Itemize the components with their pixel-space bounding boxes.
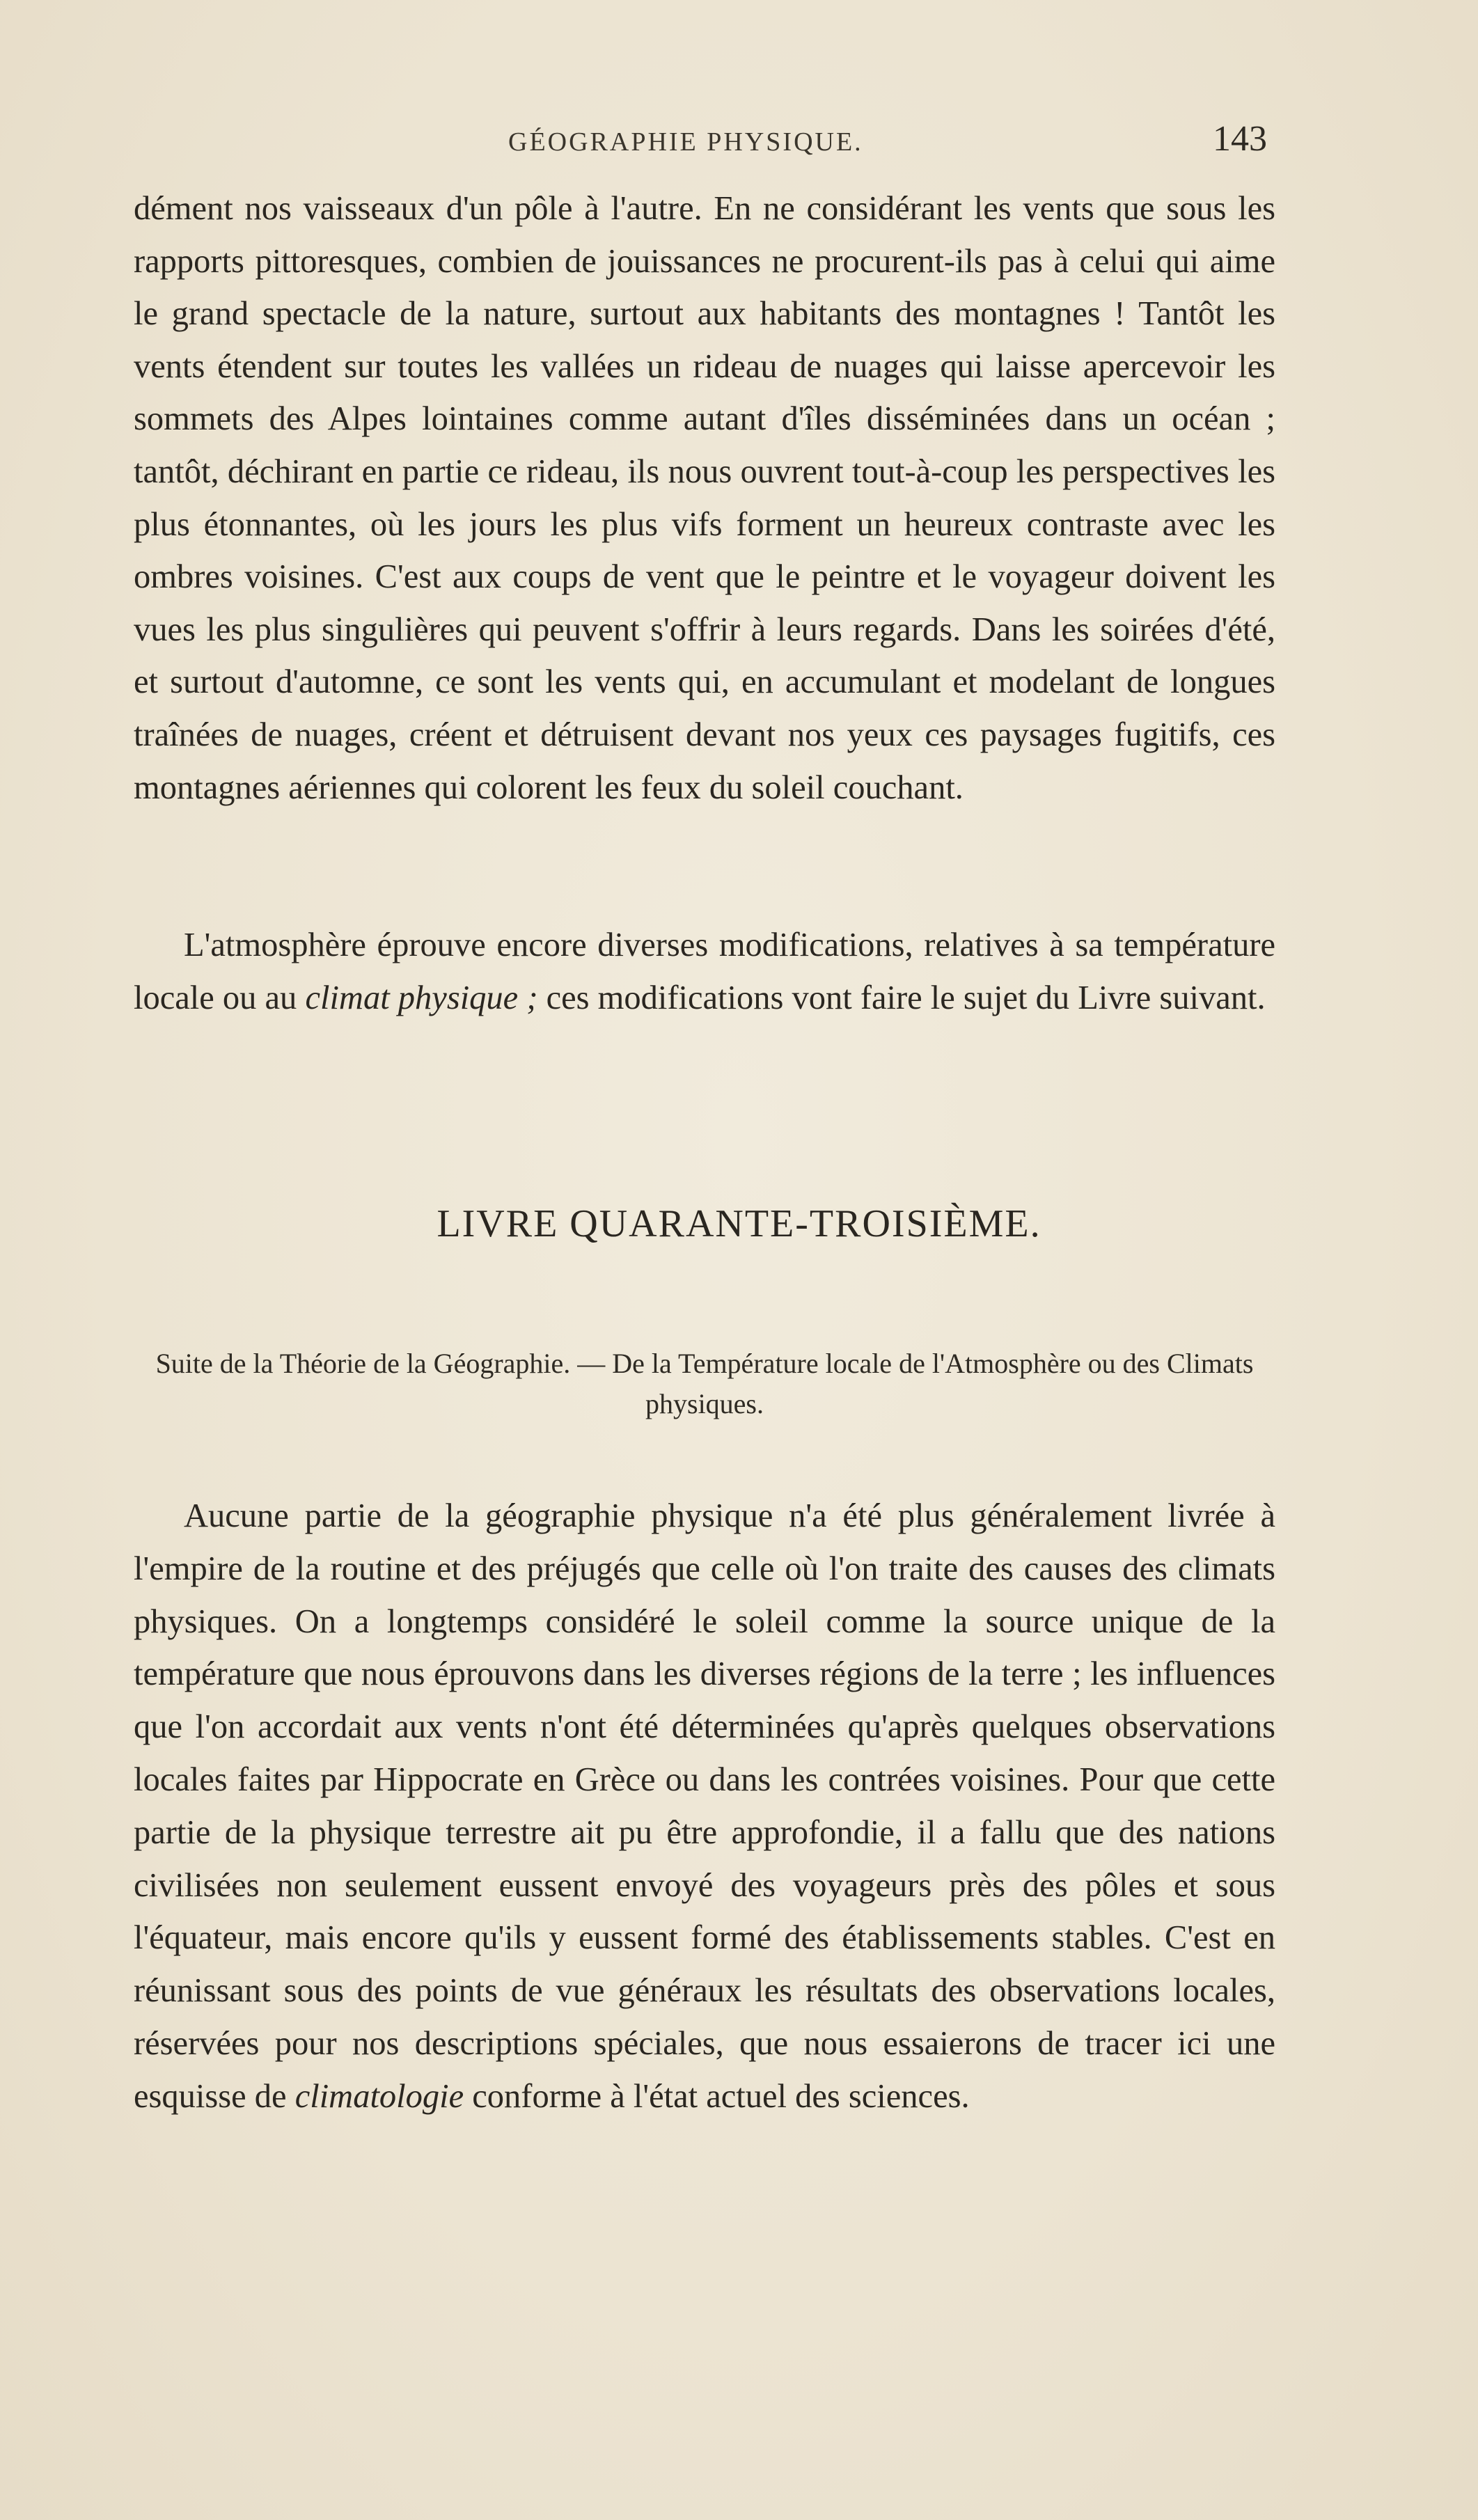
paragraph-climatology-text-start: Aucune partie de la géographie physique n'a été plus généralement livrée à l'empire de la routine et des préjugés que celle où l'on traite des causes des climats physiques. On a longtemps considéré le soleil comme la source unique de la température que nous éprouvons dans les diverses régions de la terre ; les influences que l'on accordait aux vents n'ont été déterminées qu'après quelques observations locales faites par Hippocrate en Grèce ou dans les contrées voisines. Pour que cette partie de la physique terrestre ait pu être approfondie, il a fallu que des nations civilisées non seulement eussent envoyé des voyageurs près des pôles et sous l'équateur, mais encore qu'ils y eussent formé des établissements stables. C'est en réunissant sous des points de vue généraux les résultats des observations locales, réservées pour nos descriptions spéciales, que nous essaierons de tracer ici une esquisse de — [134, 1497, 1275, 2115]
page-header — [0, 118, 1478, 167]
paragraph-atmosphere-text-start: L'atmosphère éprouve encore diverses modifications, relatives à sa température locale ou au — [134, 927, 1275, 1016]
paragraph-climatology-text-end: conforme à l'état actuel des sciences. — [464, 2077, 970, 2115]
paragraph-climatology-emphasis: climatologie — [294, 2077, 464, 2115]
page-number: 143 — [1213, 119, 1267, 159]
book-subtitle: Suite de la Théorie de la Géographie. — De la Température locale de l'Atmosphère ou des Climats physiques. — [155, 1348, 1254, 1419]
paragraph-atmosphere — [134, 919, 1275, 1024]
running-head: GÉOGRAPHIE PHYSIQUE. — [508, 127, 863, 157]
book-title: LIVRE QUARANTE-TROISIÈME. — [437, 1202, 1041, 1245]
paragraph-winds: dément nos vaisseaux d'un pôle à l'autre. En ne considérant les vents que sous les rapports pittoresques, combien de jouissances ne procurent-ils pas à celui qui aime le grand spectacle de la nature, surtout aux habitants des montagnes ! Tantôt les vents étendent sur toutes les vallées un rideau de nuages qui laisse apercevoir les sommets des Alpes lointaines comme autant d'îles disséminées dans un océan ; tantôt, déchirant en partie ce rideau, ils nous ouvrent tout-à-coup les perspectives les plus étonnantes, où les jours les plus vifs forment un heureux contraste avec les ombres voisines. C'est aux coups de vent que le peintre et le voyageur doivent les vues les plus singulières qui peuvent s'offrir à leurs regards. Dans les soirées d'été, et surtout d'automne, ce sont les vents qui, en accumulant et modelant de longues traînées de nuages, créent et détruisent devant nos yeux ces paysages fugitifs, ces montagnes aériennes qui colorent les feux du soleil couchant. — [134, 190, 1275, 806]
paragraph-climatology — [134, 1490, 1275, 2123]
paragraph-atmosphere-text-end: ces modifications vont faire le sujet du Livre suivant. — [537, 979, 1266, 1016]
paragraph-atmosphere-emphasis: climat physique ; — [305, 979, 538, 1016]
